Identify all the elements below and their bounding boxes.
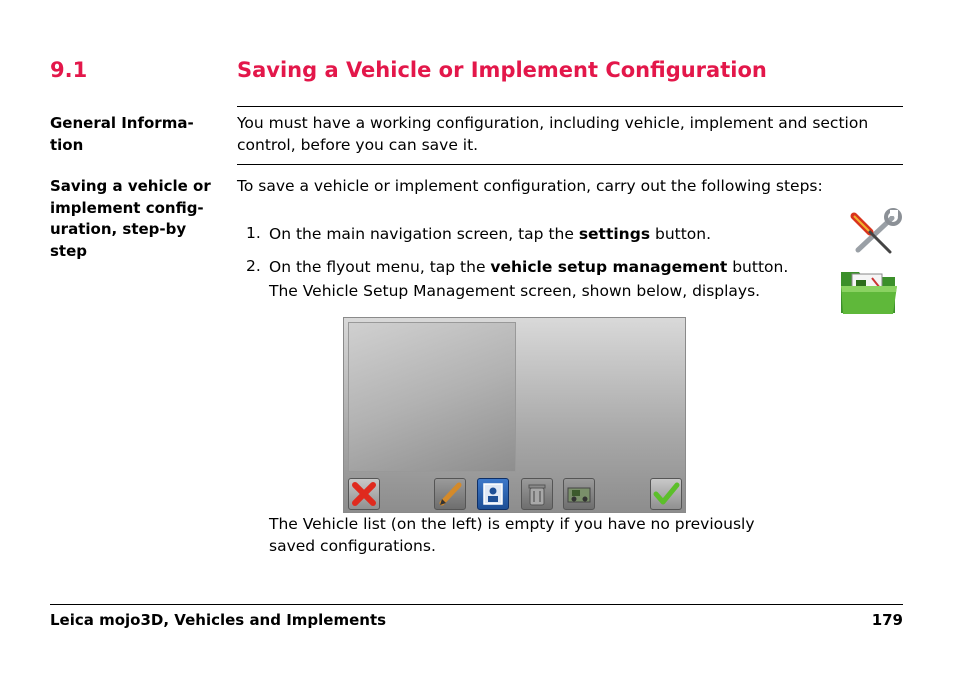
close-icon [349, 479, 379, 509]
footer-divider [50, 604, 903, 605]
step-2-note: The Vehicle Setup Management screen, shown below, displays. [269, 282, 761, 300]
vehicle-setup-screen [343, 317, 686, 513]
step-1-text: On the main navigation screen, tap the settings button. [269, 225, 712, 243]
checkmark-icon [651, 479, 681, 509]
footer-title: Leica mojo3D, Vehicles and Implements [50, 611, 387, 629]
step-number: 2. [246, 257, 261, 275]
page-number: 179 [871, 611, 903, 629]
section-title: Saving a Vehicle or Implement Configuration [237, 58, 767, 82]
step-2-text: On the flyout menu, tap the vehicle setup management button. [269, 258, 789, 276]
info-button[interactable] [477, 478, 509, 510]
delete-button[interactable] [521, 478, 553, 510]
general-text: You must have a working configuration, including vehicle, implement and section control, before you can save it. [237, 114, 869, 154]
pencil-icon [435, 479, 465, 509]
steps-heading: Saving a vehicle or implement config- uration, step-by step [50, 177, 211, 260]
vehicle-list-panel[interactable] [348, 322, 516, 472]
section-number: 9.1 [50, 58, 88, 82]
screen-caption: The Vehicle list (on the left) is empty if you have no previously saved configurations. [269, 515, 755, 555]
steps-intro: To save a vehicle or implement configuration, carry out the following steps: [237, 177, 823, 195]
user-card-icon [478, 479, 508, 509]
confirm-button[interactable] [650, 478, 682, 510]
cancel-button[interactable] [348, 478, 380, 510]
vehicle-image-button[interactable] [563, 478, 595, 510]
trash-icon [522, 479, 552, 509]
vehicle-setup-folder-icon [838, 266, 900, 316]
step-number: 1. [246, 224, 261, 242]
divider [237, 106, 903, 107]
divider [237, 164, 903, 165]
settings-tools-icon [846, 208, 904, 260]
general-heading: General Informa- tion [50, 114, 194, 154]
edit-button[interactable] [434, 478, 466, 510]
vehicle-folder-icon [564, 479, 594, 509]
